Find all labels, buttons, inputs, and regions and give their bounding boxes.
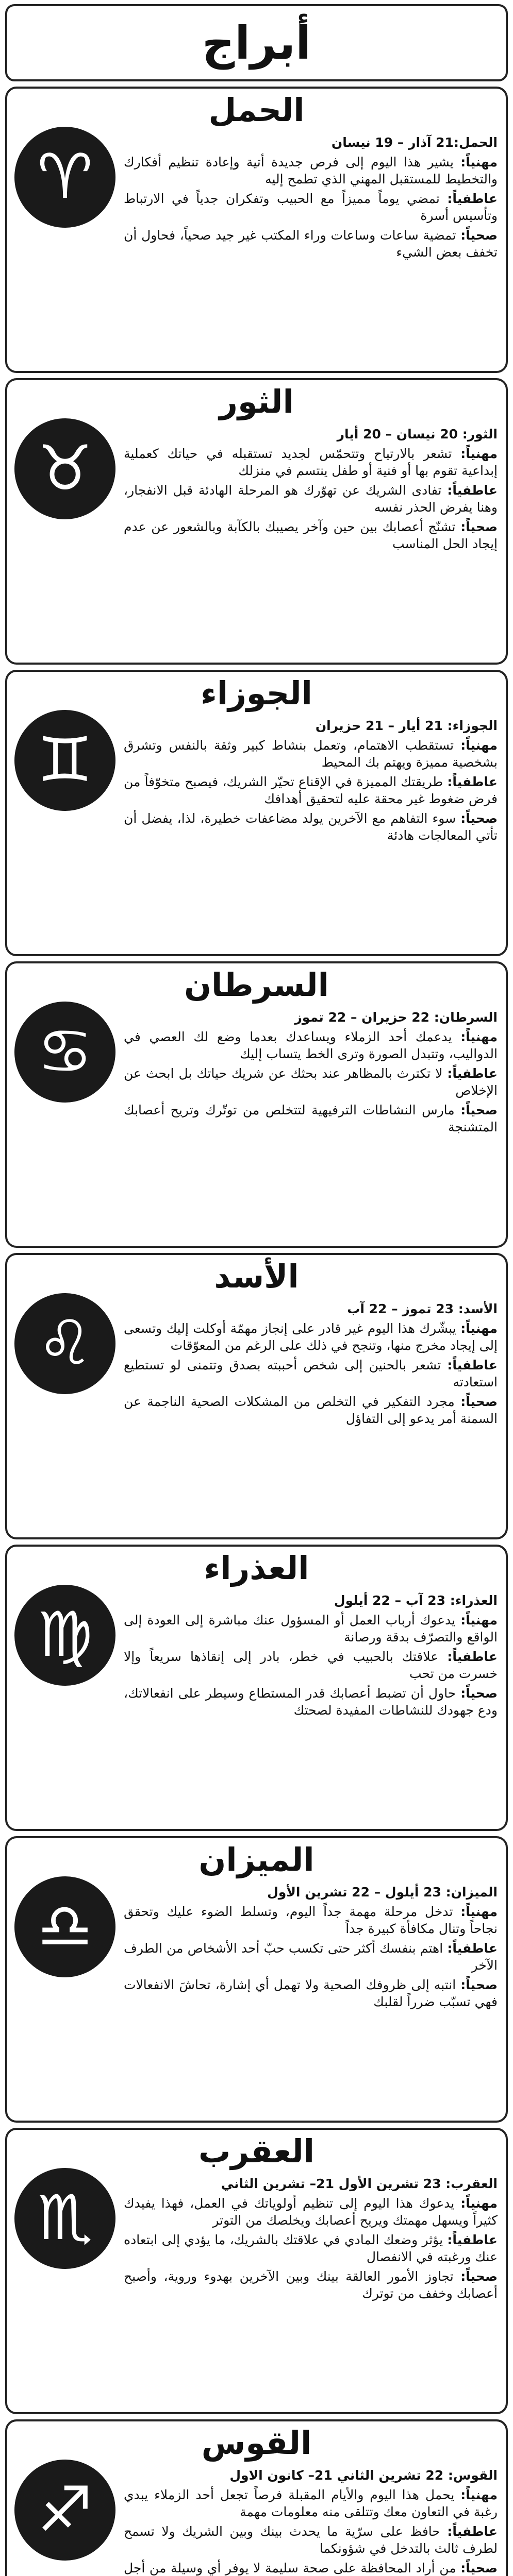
love-label: عاطفياً: (447, 482, 498, 498)
zodiac-glyph: ♍ (37, 1599, 93, 1671)
love-label: عاطفياً: (447, 1065, 498, 1081)
sign-dates: الميزان: 23 أيلول – 22 تشرين الأول (267, 1885, 498, 1900)
work-label: مهنياً: (460, 154, 498, 170)
work-label: مهنياً: (460, 2195, 498, 2211)
love-label: عاطفياً: (447, 1357, 498, 1372)
love-label: عاطفياً: (447, 191, 498, 206)
love-text: تمضي يوماً مميزاً مع الحبيب وتفكران جدياً في الارتباط وتأسيس أسرة (124, 191, 498, 223)
love-text: تفادى الشريك عن تهوّرك هو المرحلة الهادئة قبل الانفجار، وهنا يفرض الحذر نفسه (124, 482, 498, 515)
love-label: عاطفياً: (447, 2523, 498, 2539)
sign-body (124, 717, 498, 949)
sign-dates: العذراء: 23 آب – 22 أيلول (334, 1593, 498, 1608)
health-text: سوء التفاهم مع الآخرين يولد مضاعفات خطيرة، لذا، يفضل أن تأتي المعالجات هادئة (124, 810, 498, 843)
libra-icon (14, 1876, 115, 1977)
page-title: أبراج (202, 16, 311, 70)
work-forecast (124, 1320, 498, 1354)
love-forecast (124, 1940, 498, 1974)
health-forecast (124, 810, 498, 844)
virgo-icon (14, 1585, 115, 1686)
health-text: تشنّج أعصابك بين حين وآخر يصيبك بالكآبة وبالشعور عن عدم إيجاد الحل المناسب (124, 519, 498, 551)
taurus-icon (14, 418, 115, 519)
sign-dates: الحمل:21 آذار – 19 نيسان (331, 135, 498, 150)
zodiac-glyph: ♉ (37, 433, 93, 504)
sign-name: الميزان (198, 1841, 315, 1878)
love-label: عاطفياً: (447, 774, 498, 789)
love-forecast (124, 2523, 498, 2557)
love-forecast (124, 773, 498, 808)
love-forecast (124, 2231, 498, 2266)
love-text: يؤثر وضعك المادي في علاقتك بالشريك، ما يؤدي إلى ابتعاده عنك ورغبته في الانفصال (124, 2232, 498, 2264)
love-forecast (124, 1648, 498, 1683)
sign-name: الجوزاء (201, 674, 312, 712)
page-header (5, 4, 508, 81)
health-label: صحياً: (460, 2268, 498, 2284)
sign-dates: السرطان: 22 حزيران – 22 تموز (294, 1010, 498, 1025)
work-forecast (124, 1028, 498, 1063)
cancer-icon (14, 1002, 115, 1103)
sign-dates: الأسد: 23 تموز – 22 آب (347, 1301, 498, 1316)
work-forecast (124, 154, 498, 188)
health-label: صحياً: (460, 810, 498, 826)
love-forecast (124, 482, 498, 516)
health-forecast (124, 1101, 498, 1136)
zodiac-glyph: ♐ (37, 2474, 93, 2546)
work-text: تستقطب الاهتمام، وتعمل بنشاط كبير وثقة بالنفس وتشرق بشخصية مميزة ويهتم بك المحيط (124, 737, 498, 770)
zodiac-glyph: ♏ (37, 2182, 93, 2254)
health-label: صحياً: (460, 2560, 498, 2575)
sign-name: العذراء (204, 1549, 309, 1587)
aries-icon (14, 127, 115, 228)
zodiac-glyph: ♎ (37, 1891, 93, 1962)
sign-card (5, 2419, 508, 2576)
health-forecast (124, 2268, 498, 2302)
sign-card (5, 87, 508, 373)
sign-body (124, 134, 498, 366)
sign-name: الثور (219, 383, 294, 420)
sign-card (5, 2128, 508, 2414)
health-text: من أراد المحافظة على صحة سليمة لا يوفر أي وسيلة من أجل (124, 2560, 456, 2575)
sign-card (5, 1836, 508, 2123)
work-text: يدعوك هذا اليوم إلى تنظيم أولوياتك في العمل، فهذا يفيدك كثيراً ويسهل مهمتك ويريح أعصابك ويخلصك من التوتر (124, 2195, 498, 2228)
zodiac-glyph: ♌ (37, 1308, 93, 1379)
love-label: عاطفياً: (447, 1940, 498, 1956)
health-label: صحياً: (460, 1102, 498, 1117)
work-forecast (124, 737, 498, 771)
work-text: يشير هذا اليوم إلى فرص جديدة أتية وإعادة تنظيم أفكارك والتخطيط للمستقبل المهني الذي تطمح إليه (124, 154, 498, 187)
sign-dates: القوس: 22 تشرين الثاني 21– كانون الاول (229, 2468, 498, 2483)
health-text: تجاوز الأمور العالقة بينك وبين الآخرين بهدوء وروية، وأصبح أعصابك وخفف من توترك (124, 2268, 498, 2301)
health-text: تمضية ساعات وساعات وراء المكتب غير جيد صحياً، فحاول أن تخفف بعض الشيء (124, 227, 498, 260)
love-forecast (124, 1357, 498, 1391)
health-label: صحياً: (460, 1977, 498, 1992)
health-forecast (124, 2560, 498, 2576)
love-forecast (124, 1065, 498, 1099)
health-label: صحياً: (460, 227, 498, 243)
sign-name: السرطان (184, 966, 329, 1004)
health-label: صحياً: (460, 1685, 498, 1701)
work-text: يحمل هذا اليوم والأيام المقبلة فرصاً تجعل أحد الزملاء يبدي رغبة في التعاون معك وتتلقى منه معلومات مهمة (124, 2487, 498, 2519)
health-forecast (124, 1393, 498, 1428)
sign-body (124, 2467, 498, 2576)
health-label: صحياً: (460, 1394, 498, 1409)
work-text: تدخل مرحلة مهمة جداً اليوم، وتسلط الضوء عليك وتحقق نجاحاً وتنال مكافأة كبيرة جداً (124, 1904, 498, 1936)
sign-name: القوس (201, 2424, 312, 2462)
sign-dates: الجوزاء: 21 أيار – 21 حزيران (315, 718, 498, 733)
love-text: علاقتك بالحبيب في خطر، بادر إلى إنقاذها سريعاً وإلا خسرت من تحب (124, 1649, 498, 1681)
work-forecast (124, 1612, 498, 1646)
zodiac-glyph: ♋ (37, 1016, 93, 1088)
health-forecast (124, 518, 498, 553)
gemini-icon (14, 710, 115, 811)
work-text: يبشّرك هذا اليوم غير قادر على إنجاز مهمّة أوكلت إليك وتسعى إلى إيجاد مخرج منها، وتنجح في ذلك على الرغم من المعوّقات (124, 1320, 498, 1353)
sign-body (124, 1300, 498, 1532)
zodiac-glyph: ♊ (37, 724, 93, 796)
work-text: يدعوك أرباب العمل أو المسؤول عنك مباشرة إلى العودة إلى الواقع والتصرّف بدقة ورصانة (124, 1612, 498, 1645)
sign-dates: الثور: 20 نيسان – 20 أيار (337, 427, 498, 442)
health-text: انتبه إلى ظروفك الصحية ولا تهمل أي إشارة، تحاشَ الانفعالات فهي تسبّب ضرراً لقلبك (124, 1977, 498, 2009)
love-text: حافظ على سرّية ما يحدث بينك وبين الشريك ولا تسمح لطرف ثالث بالتدخل في شؤونكما (124, 2523, 498, 2556)
scorpio-icon (14, 2168, 115, 2269)
love-forecast (124, 190, 498, 225)
work-forecast (124, 2195, 498, 2229)
health-forecast (124, 1685, 498, 1719)
sign-dates: العقرب: 23 تشرين الأول 21– تشرين الثاني (221, 2176, 498, 2191)
love-label: عاطفياً: (447, 1649, 498, 1664)
work-label: مهنياً: (460, 2487, 498, 2502)
work-label: مهنياً: (460, 1320, 498, 1336)
sagittarius-icon (14, 2460, 115, 2561)
sign-card (5, 670, 508, 956)
work-label: مهنياً: (460, 737, 498, 753)
health-text: مجرد التفكير في التخلص من المشكلات الصحية الناجمة عن السمنة أمر يدعو إلى التفاؤل (124, 1394, 498, 1426)
work-text: يدعمك أحد الزملاء ويساعدك بعدما وضع لك العصي في الدواليب، وتتبدل الصورة وترى الخط يتساب إليك (124, 1029, 498, 1061)
work-label: مهنياً: (460, 1029, 498, 1044)
sign-body (124, 1884, 498, 2115)
sign-body (124, 1592, 498, 1824)
work-label: مهنياً: (460, 1612, 498, 1628)
health-forecast (124, 227, 498, 261)
sign-card (5, 1253, 508, 1539)
love-text: لا تكترث بالمظاهر عند بحثك عن شريك حياتك بل ابحث عن الإخلاص (124, 1065, 498, 1098)
sign-body (124, 1009, 498, 1241)
sign-card (5, 378, 508, 665)
sign-name: الأسد (214, 1258, 299, 1295)
work-label: مهنياً: (460, 1904, 498, 1919)
work-text: تشعر بالارتياح وتتحمّس لجديد تستقبله في حياتك كعملية إبداعية تقوم بها أو فنية أو طفل ينتسم في منزلك (124, 446, 498, 478)
love-label: عاطفياً: (447, 2232, 498, 2247)
leo-icon (14, 1293, 115, 1394)
work-label: مهنياً: (460, 446, 498, 461)
work-forecast (124, 1903, 498, 1938)
work-forecast (124, 2486, 498, 2521)
sign-name: الحمل (208, 91, 305, 129)
sign-card (5, 1545, 508, 1831)
work-forecast (124, 445, 498, 480)
sign-body (124, 2175, 498, 2407)
zodiac-glyph: ♈ (37, 141, 93, 213)
health-label: صحياً: (460, 519, 498, 534)
signs-list (5, 87, 508, 2576)
health-text: حاول أن تضبط أعصابك قدر المستطاع وسيطر على انفعالاتك، ودع جهودك للنشاطات المفيدة لصحتك (124, 1685, 498, 1718)
sign-name: العقرب (198, 2132, 315, 2170)
love-text: طريقتك المميزة في الإقناع تحيّر الشريك، فيصبح متخوّفاً من فرض ضغوط غير محقة عليه لتحقيق أهدافك (124, 774, 498, 806)
sign-body (124, 426, 498, 657)
sign-card (5, 961, 508, 1248)
love-text: اهتم بنفسك أكثر حتى تكسب حبّ أحد الأشخاص من الطرف الآخر (124, 1940, 498, 1973)
love-text: تشعر بالحنين إلى شخص أحببته بصدق وتتمنى لو تستطيع استعادته (124, 1357, 498, 1389)
health-forecast (124, 1976, 498, 2011)
health-text: مارس النشاطات الترفيهية لتتخلص من توتّرك وتريح أعصابك المتشنجة (124, 1102, 498, 1134)
